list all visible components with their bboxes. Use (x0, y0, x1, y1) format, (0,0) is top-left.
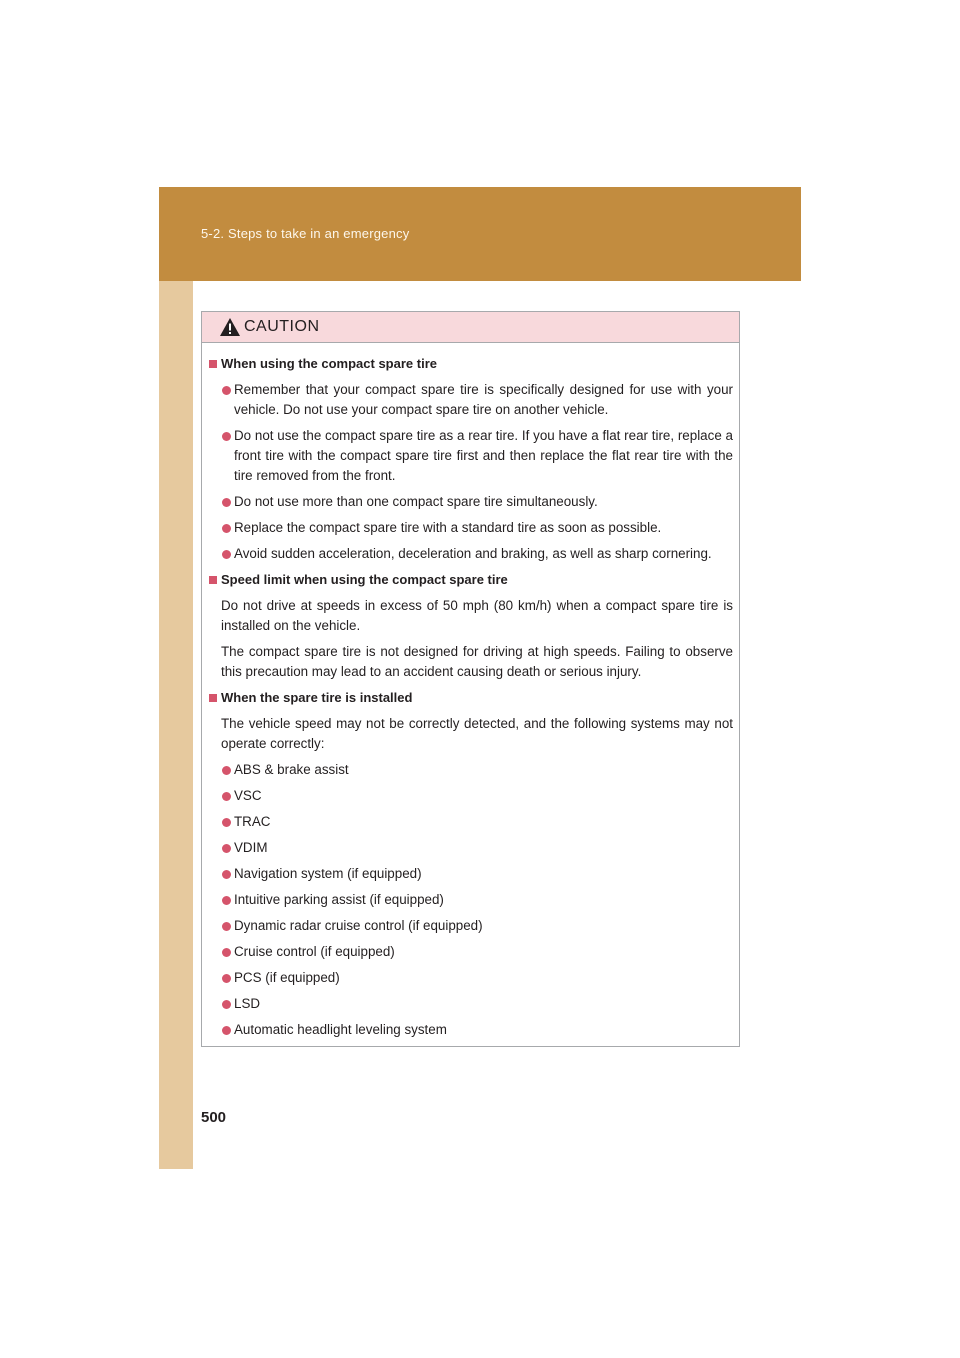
list-item: TRAC (209, 812, 733, 832)
square-bullet-icon (209, 694, 217, 702)
round-bullet-icon (222, 386, 231, 395)
round-bullet-icon (222, 432, 231, 441)
section-heading: When using the compact spare tire (209, 354, 733, 374)
list-item: Intuitive parking assist (if equipped) (209, 890, 733, 910)
list-item: Dynamic radar cruise control (if equipped) (209, 916, 733, 936)
round-bullet-icon (222, 1000, 231, 1009)
list-item: Automatic headlight leveling system (209, 1020, 733, 1040)
round-bullet-icon (222, 498, 231, 507)
section-heading: When the spare tire is installed (209, 688, 733, 708)
side-strip (159, 281, 193, 1169)
list-item: VSC (209, 786, 733, 806)
paragraph: The compact spare tire is not designed for driving at high speeds. Failing to observe this precaution may lead to an accident causing death or serious injury. (221, 644, 733, 679)
round-bullet-icon (222, 870, 231, 879)
round-bullet-icon (222, 792, 231, 801)
caution-header (202, 312, 739, 343)
caution-box (201, 311, 740, 1047)
round-bullet-icon (222, 550, 231, 559)
header-band (159, 187, 801, 281)
list-item: VDIM (209, 838, 733, 858)
list-item: Remember that your compact spare tire is specifically designed for use with your vehicle. Do not use your compact spare tire on another vehicle. (209, 380, 733, 420)
section-heading: Speed limit when using the compact spare tire (209, 570, 733, 590)
round-bullet-icon (222, 844, 231, 853)
round-bullet-icon (222, 974, 231, 983)
round-bullet-icon (222, 896, 231, 905)
caution-title: CAUTION (244, 318, 320, 335)
round-bullet-icon (222, 766, 231, 775)
round-bullet-icon (222, 1026, 231, 1035)
list-item: PCS (if equipped) (209, 968, 733, 988)
round-bullet-icon (222, 922, 231, 931)
list-item: Do not use more than one compact spare tire simultaneously. (209, 492, 733, 512)
paragraph: Do not drive at speeds in excess of 50 mph (80 km/h) when a compact spare tire is installed on the vehicle. (221, 598, 733, 633)
round-bullet-icon (222, 948, 231, 957)
round-bullet-icon (222, 818, 231, 827)
list-item: LSD (209, 994, 733, 1014)
list-item: Cruise control (if equipped) (209, 942, 733, 962)
square-bullet-icon (209, 576, 217, 584)
caution-body (202, 343, 739, 1040)
round-bullet-icon (222, 524, 231, 533)
list-item: ABS & brake assist (209, 760, 733, 780)
list-item: Navigation system (if equipped) (209, 864, 733, 884)
page-number: 500 (201, 1109, 227, 1126)
list-item: Avoid sudden acceleration, deceleration and braking, as well as sharp cornering. (209, 544, 733, 564)
square-bullet-icon (209, 360, 217, 368)
paragraph: The vehicle speed may not be correctly detected, and the following systems may not operate correctly: (221, 716, 733, 751)
warning-triangle-icon (219, 317, 241, 337)
section-title: 5-2. Steps to take in an emergency (201, 226, 410, 241)
list-item: Do not use the compact spare tire as a rear tire. If you have a flat rear tire, replace a front tire with the compact spare tire first and then replace the flat rear tire with the tire removed from the front. (209, 426, 733, 486)
list-item: Replace the compact spare tire with a standard tire as soon as possible. (209, 518, 733, 538)
